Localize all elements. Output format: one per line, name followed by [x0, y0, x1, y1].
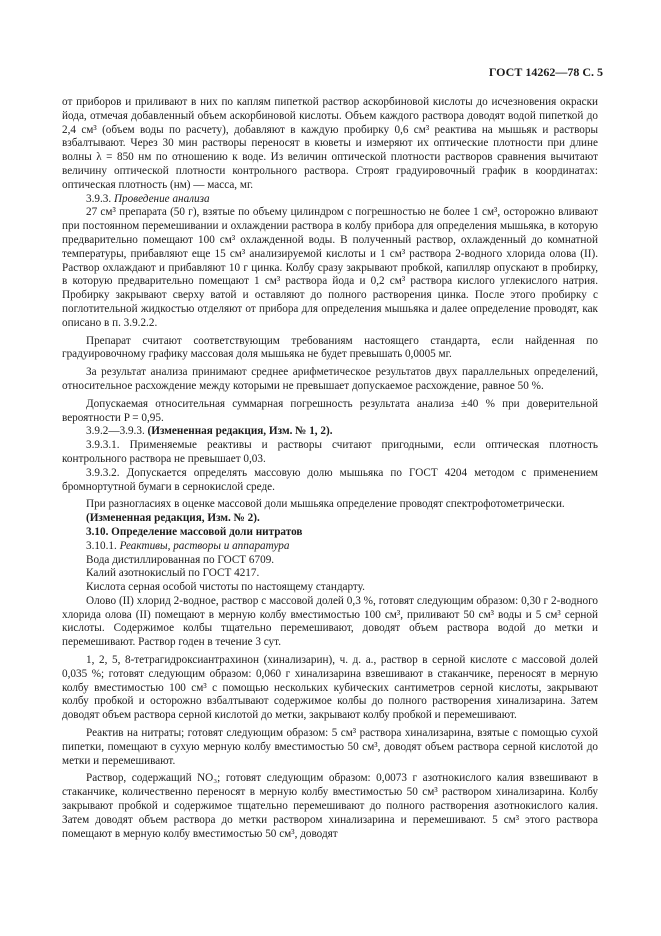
paragraph-text: Препарат считают соответствующим требованиям настоящего стандарта, если найденная по градуировочному графику массовая доля мышьяка не будет превышать 0,0005 мг.	[62, 334, 598, 361]
paragraph-text: Калий азотнокислый по ГОСТ 4217.	[86, 567, 260, 580]
paragraph-text: Вода дистиллированная по ГОСТ 6709.	[86, 553, 275, 566]
paragraph-text: При разногласиях в оценке массовой доли мышьяка определение проводят спектрофотометрически.	[86, 498, 565, 511]
paragraph-p3	[62, 206, 598, 330]
paragraph-text: от приборов и приливают в них по каплям пипеткой раствор аскорбиновой кислоты до исчезновения окраски йода, отмечая добавленный объем аскорбиновой кислоты. Объем каждого раствора доводят водой пипеткой до 2,4 см³ (объем воды по расчету), добавляют в каждую пробирку 0,6 см³ реактива на мышьяк и растворы взбалтывают. Через 30 мин растворы переносят в кюветы и измеряют их оптические плотности при длине волны λ = 850 нм по отношению к воде. Из величин оптической плотности растворов сравнения вычитают величину оптической плотности контрольного раствора. Строят градуировочный график в координатах: оптическая плотность (нм) — масса, мг.	[62, 96, 598, 191]
paragraph-p8	[62, 439, 598, 467]
paragraph-text: Кислота серная особой чистоты по настоящему стандарту.	[86, 581, 365, 594]
paragraph-p6	[62, 398, 598, 426]
paragraph-p16	[62, 581, 598, 595]
bold-text: (Измененная редакция, Изм. № 1, 2).	[147, 425, 333, 438]
paragraph-p14	[62, 554, 598, 568]
section-number: 3.9.3.	[86, 192, 112, 205]
paragraph-p9	[62, 467, 598, 495]
bold-text: (Измененная редакция, Изм. № 2).	[86, 512, 260, 525]
paragraph-p17	[62, 595, 598, 650]
paragraph-p2	[62, 193, 598, 207]
paragraph-text: 1, 2, 5, 8-тетрагидроксиантрахинон (хинализарин), ч. д. а., раствор в серной кислоте с массовой долей 0,035 %; готовят следующим образом: 0,060 г хинализарина взвешивают в стаканчике, переносят в мерную колбу вместимостью 100 см³ с помощью нескольких кубических сантиметров серной кислоты, закрывают колбу пробкой и осторожно взбалтывают содержимое колбы до полного растворения хинализарина. Затем доводят объем раствора серной кислотой до метки, закрывают колбу пробкой и перемешивают.	[62, 654, 598, 722]
paragraph-text: За результат анализа принимают среднее арифметическое результатов двух параллельных определений, относительное расхождение между которыми не превышает допускаемое расхождение, равное 50 %.	[62, 366, 598, 392]
paragraph-p19	[62, 727, 598, 768]
bold-text: 3.10. Определение массовой доли нитратов	[86, 525, 303, 538]
section-number: 3.9.2—3.9.3.	[86, 425, 145, 438]
paragraph-text: Олово (II) хлорид 2-водное, раствор с массовой долей 0,3 %, готовят следующим образом: 0,30 г 2-водного хлорида олова (II) помещают в мерную колбу вместимостью 100 см³, приливают 50 см³ воды и 5 см³ серной кислоты. Содержимое колбы тщательно перемешивают, доводят объем раствора водой до метки и перемешивают. Раствор годен в течение 3 сут.	[62, 594, 598, 649]
paragraph-text: 3.9.3.1. Применяемые реактивы и растворы считают пригодными, если оптическая плотность контрольного раствора не превышает 0,03.	[62, 439, 598, 465]
paragraph-text: Раствор, содержащий NO₃; готовят следующим образом: 0,0073 г азотнокислого калия взвешивают в стаканчике, количественно переносят в мерную колбу вместимостью 50 см³ раствором хинализарина. Колбу закрывают пробкой и содержимое тщательно перемешивают до полного растворения азотнокислого калия. Затем доводят объем раствора до метки раствором хинализарина и перемешивают. 5 см³ этого раствора помещают в мерную колбу вместимостью 50 см³, доводят	[62, 772, 598, 840]
paragraph-text: 27 см³ препарата (50 г), взятые по объему цилиндром с погрешностью не более 1 см³, осторожно вливают при постоянном перемешивании и охлаждении раствора в колбу прибора для определения мышьяка, в которую предварительно помещают 100 см³ охлажденной воды. В полученный раствор, охлажденный до комнатной температуры, прибавляют еще 15 см³ анализируемой кислоты и 1 см³ раствора 2-водного хлорида олова (II). Раствор охлаждают и прибавляют 10 г цинка. Колбу сразу закрывают пробкой, капилляр опускают в пробирку, в которую предварительно помещают 1 см³ раствора йода и 0,2 см³ раствора кислого углекислого натрия. Пробирку закрывают сверху ватой и оставляют до полного растворения цинка. После этого пробирку с поглотительной жидкостью отделяют от прибора для определения мышьяка и далее определение проводят, как описано в п. 3.9.2.2.	[62, 206, 598, 329]
paragraph-text: 3.9.3.2. Допускается определять массовую долю мышьяка по ГОСТ 4204 методом с применением бромнортутной бумаги в сернокислой среде.	[62, 466, 598, 493]
section-number: 3.10.1.	[86, 539, 117, 552]
paragraph-p11	[62, 512, 598, 526]
paragraph-p7	[62, 425, 598, 439]
paragraph-text: Допускаемая относительная суммарная погрешность результата анализа ±40 % при доверительной вероятности P = 0,95.	[62, 397, 598, 424]
paragraph-p12	[62, 526, 598, 540]
paragraph-p4	[62, 335, 598, 363]
section-title: Реактивы, растворы и аппаратура	[119, 539, 290, 552]
paragraph-p10	[62, 498, 598, 512]
paragraph-text: Реактив на нитраты; готовят следующим образом: 5 см³ раствора хинализарина, взятые с помощью сухой пипетки, помещают в сухую мерную колбу вместимостью 50 см³, доводят объем раствора серной кислотой до метки и перемешивают.	[62, 727, 598, 767]
paragraph-p18	[62, 654, 598, 723]
paragraph-p5	[62, 366, 598, 394]
page-header: ГОСТ 14262—78 С. 5	[488, 65, 603, 79]
paragraph-p13	[62, 540, 598, 554]
section-title: Проведение анализа	[113, 192, 210, 205]
paragraph-p15	[62, 567, 598, 581]
paragraph-p1	[62, 96, 598, 193]
document-body	[62, 96, 598, 841]
paragraph-p20	[62, 772, 598, 841]
